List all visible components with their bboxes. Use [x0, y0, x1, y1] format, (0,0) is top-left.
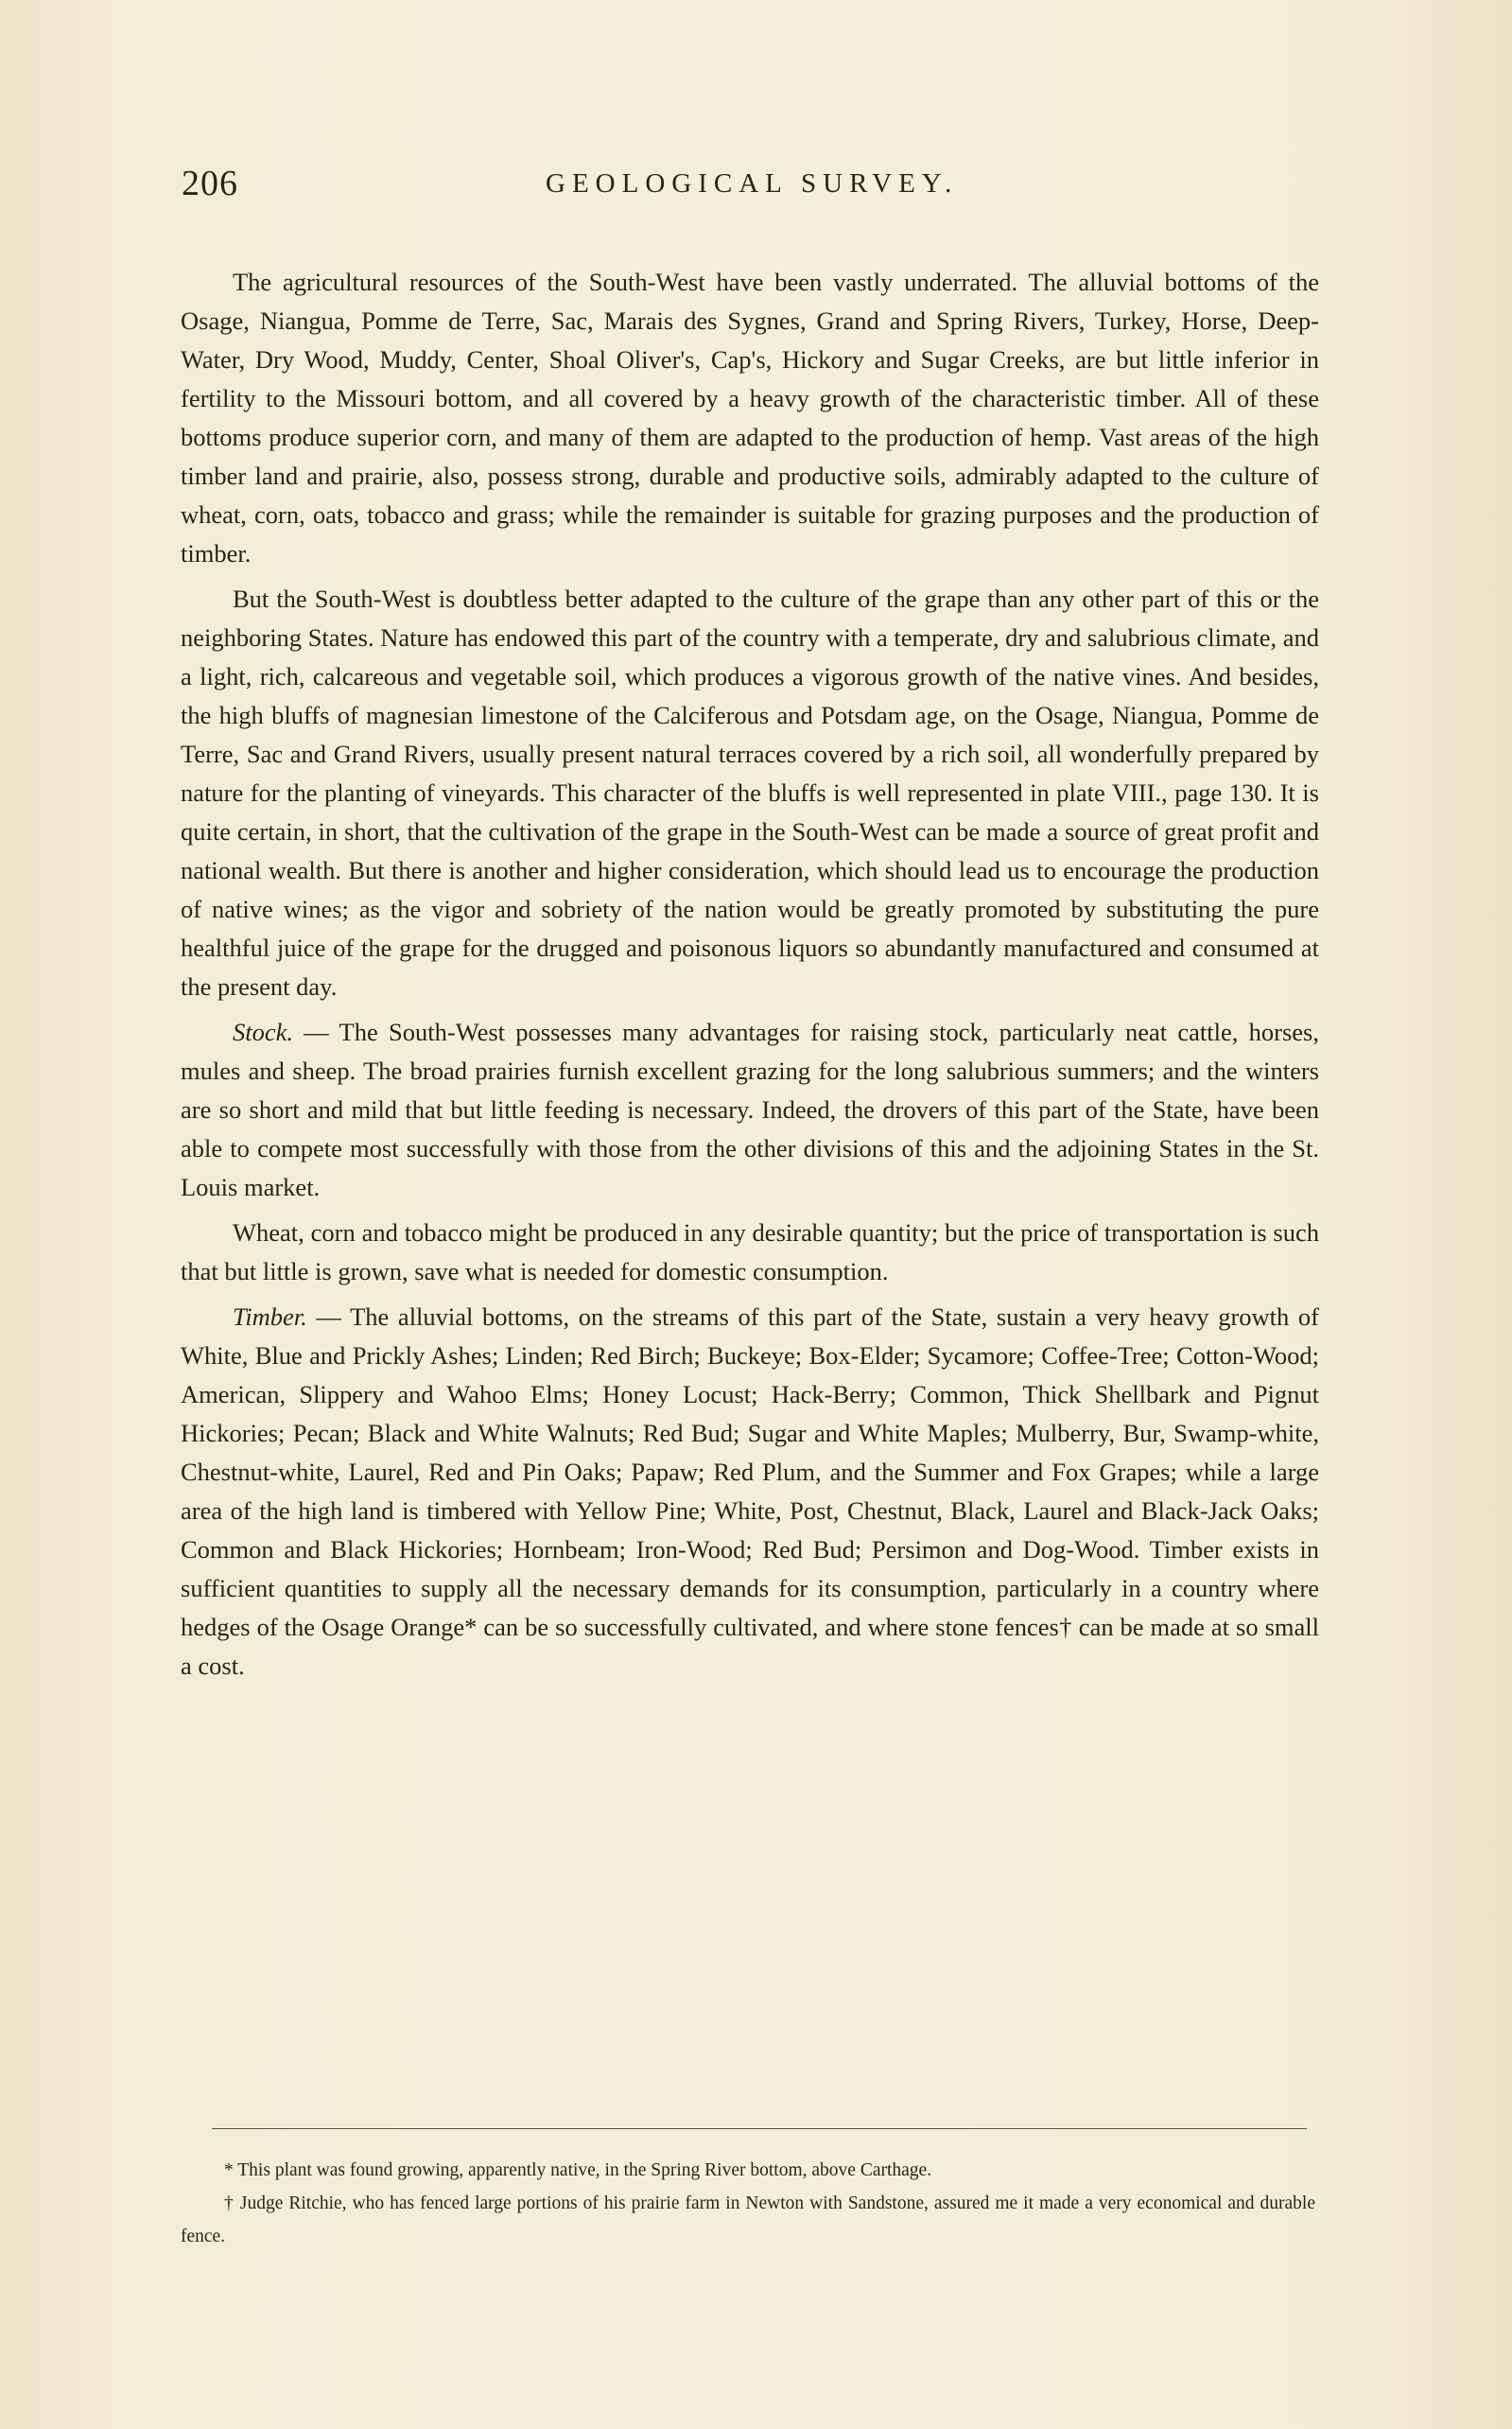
footnote-stone-fences: † Judge Ritchie, who has fenced large portions of his prairie farm in Newton with Sandstone, assured me it made a very economical and durable fence. [181, 2193, 1315, 2246]
timber-text: — The alluvial bottoms, on the streams of this part of the State, sustain a very heavy growth of White, Blue and Prickly Ashes; Linden; Red Birch; Buckeye; Box-Elder; Sycamore; Coffee-Tree; Cotton-Wood; American, Slippery and Wahoo Elms; Honey Locust; Hack-Berry; Common, Thick Shellbark and Pignut Hickories; Pecan; Black and White Walnuts; Red Bud; Sugar and White Maples; Mulberry, Bur, Swamp-white, Chestnut-white, Laurel, Red and Pin Oaks; Papaw; Red Plum, and the Summer and Fox Grapes; while a large area of the high land is timbered with Yellow Pine; White, Post, Chestnut, Black, Laurel and Black-Jack Oaks; Common and Black Hickories; Hornbeam; Iron-Wood; Red Bud; Persimon and Dog-Wood. Timber exists in sufficient quantities to supply all the necessary demands for its consumption, particularly in a country where hedges of the Osage Orange* can be so successfully cultivated, and where stone fences† can be made at so small a cost. [181, 1302, 1319, 1680]
page-header [182, 163, 1326, 210]
paragraph-grape-culture: But the South-West is doubtless better adapted to the culture of the grape than any other part of this or the neighboring States. Nature has endowed this part of the country with a temperate, dry and salubrious climate, and a light, rich, calcareous and vegetable soil, which produces a vigorous growth of the native vines. And besides, the high bluffs of magnesian limestone of the Calciferous and Potsdam age, on the Osage, Niangua, Pomme de Terre, Sac and Grand Rivers, usually present natural terraces covered by a rich soil, all wonderfully prepared by nature for the planting of vineyards. This character of the bluffs is well represented in plate VIII., page 130. It is quite certain, in short, that the cultivation of the grape in the South-West can be made a source of great profit and national wealth. But there is another and higher consideration, which should lead us to encourage the production of native wines; as the vigor and sobriety of the nation would be greatly promoted by substituting the pure healthful juice of the grape for the drugged and poisonous liquors so abundantly manufactured and consumed at the present day. [181, 585, 1319, 1001]
running-title: GEOLOGICAL SURVEY. [546, 168, 959, 199]
paragraph-timber [181, 1298, 1319, 1686]
stock-text: — The South-West possesses many advantages for raising stock, particularly neat cattle, horses, mules and sheep. The broad prairies furnish excellent grazing for the long salubrious summers; and the winters are so short and mild that but little feeding is necessary. Indeed, the drovers of this part of the State, have been able to compete most successfully with those from the other divisions of this and the adjoining States in the St. Louis market. [181, 1018, 1319, 1201]
paragraph-agricultural-resources: The agricultural resources of the South-West have been vastly underrated. The alluvial bottoms of the Osage, Niangua, Pomme de Terre, Sac, Marais des Sygnes, Grand and Spring Rivers, Turkey, Horse, Deep-Water, Dry Wood, Muddy, Center, Shoal Oliver's, Cap's, Hickory and Sugar Creeks, are but little inferior in fertility to the Missouri bottom, and all covered by a heavy growth of the characteristic timber. All of these bottoms produce superior corn, and many of them are adapted to the production of hemp. Vast areas of the high timber land and prairie, also, possess strong, durable and productive soils, admirably adapted to the culture of wheat, corn, oats, tobacco and grass; while the remainder is suitable for grazing purposes and the production of timber. [181, 268, 1319, 568]
timber-heading: Timber. [233, 1302, 307, 1331]
footnote-divider [212, 2128, 1307, 2129]
footnote-osage-orange: * This plant was found growing, apparently native, in the Spring River bottom, above Carthage. [224, 2160, 932, 2180]
paragraph-wheat-corn-tobacco: Wheat, corn and tobacco might be produced in any desirable quantity; but the price of transportation is such that but little is grown, save what is needed for domestic consumption. [181, 1218, 1319, 1285]
stock-heading: Stock. [233, 1018, 294, 1046]
paragraph-stock [181, 1013, 1319, 1207]
footnotes [181, 2154, 1315, 2253]
page-number: 206 [182, 164, 238, 203]
body-text [181, 263, 1319, 1692]
